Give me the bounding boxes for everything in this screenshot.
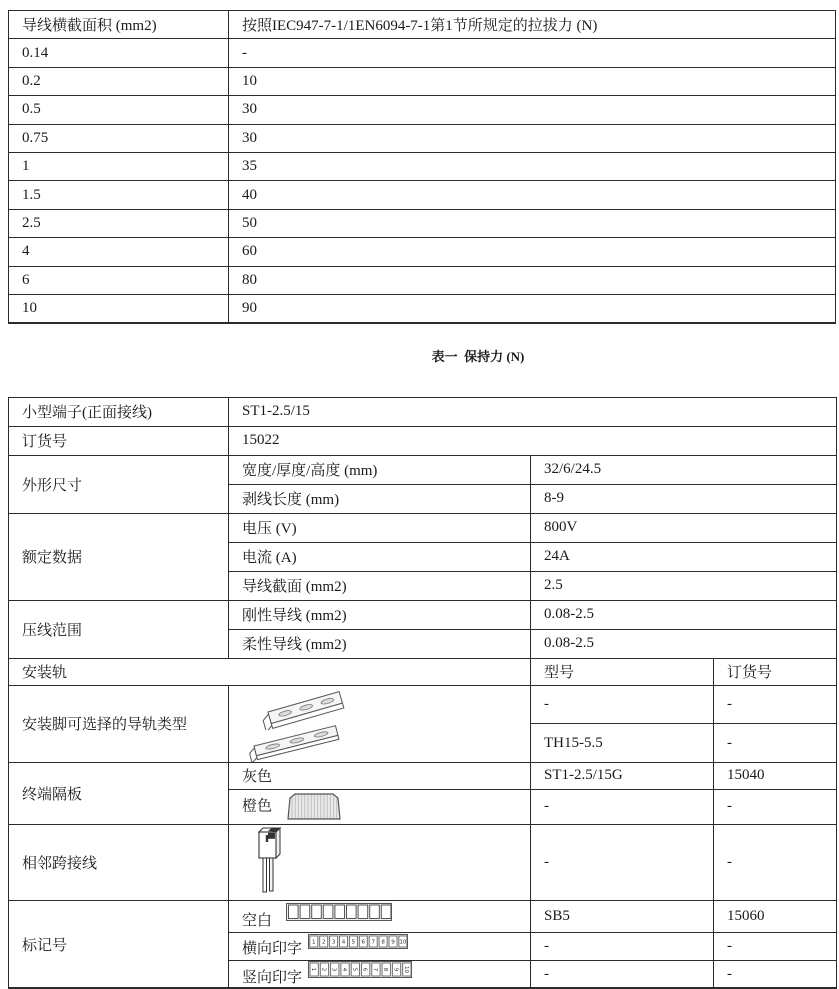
svg-text:6: 6: [361, 967, 368, 972]
cell-blank-label: [229, 900, 531, 932]
cell-striplen-label: 剥线长度 (mm): [229, 484, 531, 513]
header-wire-cross-section: 导线横截面积 (mm2): [9, 11, 229, 39]
svg-text:8: 8: [381, 967, 388, 972]
cell-rail1-order: -: [714, 685, 837, 724]
cell-rail2-type: TH15-5.5: [531, 724, 714, 763]
cell-force: 10: [229, 67, 836, 95]
row-clamp-rigid: [9, 600, 837, 629]
cell-model-value: ST1-2.5/15: [229, 397, 837, 426]
cell-size: 0.5: [9, 96, 229, 124]
row-rated-voltage: [9, 513, 837, 542]
cell-force: 80: [229, 266, 836, 294]
cell-rigid-label: 刚性导线 (mm2): [229, 600, 531, 629]
cell-force: 60: [229, 238, 836, 266]
marker-strip-vertical-print-icon: [308, 961, 412, 978]
svg-text:5: 5: [351, 939, 355, 946]
cell-size: 4: [9, 238, 229, 266]
table-row: [9, 181, 836, 209]
svg-text:8: 8: [381, 939, 385, 946]
cell-force: 30: [229, 124, 836, 152]
svg-text:10: 10: [399, 939, 407, 946]
cell-orange-order: -: [714, 789, 837, 824]
cell-cross-label: 导线截面 (mm2): [229, 571, 531, 600]
svg-text:4: 4: [341, 939, 346, 946]
cell-voltage-label: 电压 (V): [229, 513, 531, 542]
table-row: [9, 152, 836, 180]
svg-text:1: 1: [309, 967, 316, 972]
svg-text:1: 1: [311, 939, 316, 946]
cell-size: 0.75: [9, 124, 229, 152]
orange-label-text: 橙色: [242, 798, 273, 815]
cell-order-value: 15022: [229, 426, 837, 455]
blank-label-text: 空白: [242, 912, 273, 929]
cell-cross-value: 2.5: [531, 571, 837, 600]
cell-orange-label: [229, 789, 531, 824]
retention-force-table: [8, 10, 836, 324]
svg-text:9: 9: [392, 967, 399, 972]
product-spec-table: [8, 397, 837, 989]
cell-blank-type: SB5: [531, 900, 714, 932]
cell-rail-types-label: 安装脚可选择的导轨类型: [9, 685, 229, 762]
cell-size: 10: [9, 294, 229, 322]
cell-size: 0.2: [9, 67, 229, 95]
cell-vert-label: [229, 960, 531, 988]
cell-size: 6: [9, 266, 229, 294]
cell-force: 35: [229, 152, 836, 180]
din-rail-icons: [242, 686, 526, 762]
cell-vert-type: -: [531, 960, 714, 988]
svg-text:2: 2: [321, 939, 326, 946]
cell-current-value: 24A: [531, 542, 837, 571]
jumper-plug-icon: [252, 827, 286, 895]
svg-text:5: 5: [351, 967, 358, 972]
cell-dimensions-group: 外形尺寸: [9, 455, 229, 513]
table-row: [9, 238, 836, 266]
cell-size: 0.14: [9, 39, 229, 67]
cell-force: 90: [229, 294, 836, 322]
cell-order-label: 订货号: [9, 426, 229, 455]
cell-force: -: [229, 39, 836, 67]
table-row: [9, 294, 836, 322]
cell-size: 1.5: [9, 181, 229, 209]
cell-flexible-value: 0.08-2.5: [531, 629, 837, 658]
table-caption: 表一 保持力 (N): [431, 348, 525, 364]
row-order-number: [9, 426, 837, 455]
cell-horiz-order: -: [714, 932, 837, 960]
marker-strip-horizontal-print-icon: [308, 934, 408, 949]
cell-force: 50: [229, 209, 836, 237]
vert-label-text: 竖向印字: [242, 970, 303, 987]
cell-rail1-type: -: [531, 685, 714, 724]
cell-rail-header: 安装轨: [9, 658, 531, 685]
cell-blank-order: 15060: [714, 900, 837, 932]
separator-plate-hatched-icon: [284, 792, 344, 822]
table-row: [9, 96, 836, 124]
cell-gray-order: 15040: [714, 762, 837, 789]
svg-text:3: 3: [331, 939, 336, 946]
row-partition-gray: [9, 762, 837, 789]
cell-gray-type: ST1-2.5/15G: [531, 762, 714, 789]
cell-current-label: 电流 (A): [229, 542, 531, 571]
svg-text:3: 3: [330, 967, 337, 972]
cell-wth-value: 32/6/24.5: [531, 455, 837, 484]
cell-model-label: 小型端子(正面接线): [9, 397, 229, 426]
cell-voltage-value: 800V: [531, 513, 837, 542]
table-row: [9, 124, 836, 152]
cell-wth-label: 宽度/厚度/高度 (mm): [229, 455, 531, 484]
row-rail-option-1: [9, 685, 837, 724]
cell-orange-type: -: [531, 789, 714, 824]
cell-jumper-icon: [229, 824, 531, 900]
cell-rail2-order: -: [714, 724, 837, 763]
marker-strip-blank-icon: [286, 903, 394, 921]
cell-clamp-group: 压线范围: [9, 600, 229, 658]
svg-text:10: 10: [402, 966, 409, 974]
cell-force: 30: [229, 96, 836, 124]
cell-force: 40: [229, 181, 836, 209]
svg-text:6: 6: [361, 939, 365, 946]
cell-striplen-value: 8-9: [531, 484, 837, 513]
cell-rigid-value: 0.08-2.5: [531, 600, 837, 629]
header-pullout-force: 按照IEC947-7-1/1EN6094-7-1第1节所规定的拉拔力 (N): [229, 11, 836, 39]
cell-size: 1: [9, 152, 229, 180]
cell-vert-order: -: [714, 960, 837, 988]
cell-horiz-label: [229, 932, 531, 960]
horiz-label-text: 横向印字: [242, 941, 303, 958]
svg-text:2: 2: [320, 967, 327, 972]
cell-jumper-type: -: [531, 824, 714, 900]
cell-jumper-label: 相邻跨接线: [9, 824, 229, 900]
svg-text:9: 9: [391, 939, 395, 946]
row-dimensions-1: [9, 455, 837, 484]
cell-marker-group: 标记号: [9, 900, 229, 988]
cell-orderno-header: 订货号: [714, 658, 837, 685]
cell-gray-label: 灰色: [229, 762, 531, 789]
cell-jumper-order: -: [714, 824, 837, 900]
row-marker-blank: [9, 900, 837, 932]
table1-header-row: [9, 11, 836, 39]
cell-flexible-label: 柔性导线 (mm2): [229, 629, 531, 658]
svg-text:4: 4: [340, 967, 347, 972]
table-row: [9, 67, 836, 95]
cell-type-header: 型号: [531, 658, 714, 685]
cell-rail-icons: [229, 685, 531, 762]
cell-horiz-type: -: [531, 932, 714, 960]
svg-text:7: 7: [371, 939, 375, 946]
row-rail-header: [9, 658, 837, 685]
cell-size: 2.5: [9, 209, 229, 237]
table-row: [9, 39, 836, 67]
din-rail-flat-icon: [244, 724, 354, 762]
cell-partition-group: 终端隔板: [9, 762, 229, 824]
table-row: [9, 266, 836, 294]
svg-text:7: 7: [371, 967, 378, 972]
cell-rated-group: 额定数据: [9, 513, 229, 600]
row-model: [9, 397, 837, 426]
table-row: [9, 209, 836, 237]
row-jumper: [9, 824, 837, 900]
